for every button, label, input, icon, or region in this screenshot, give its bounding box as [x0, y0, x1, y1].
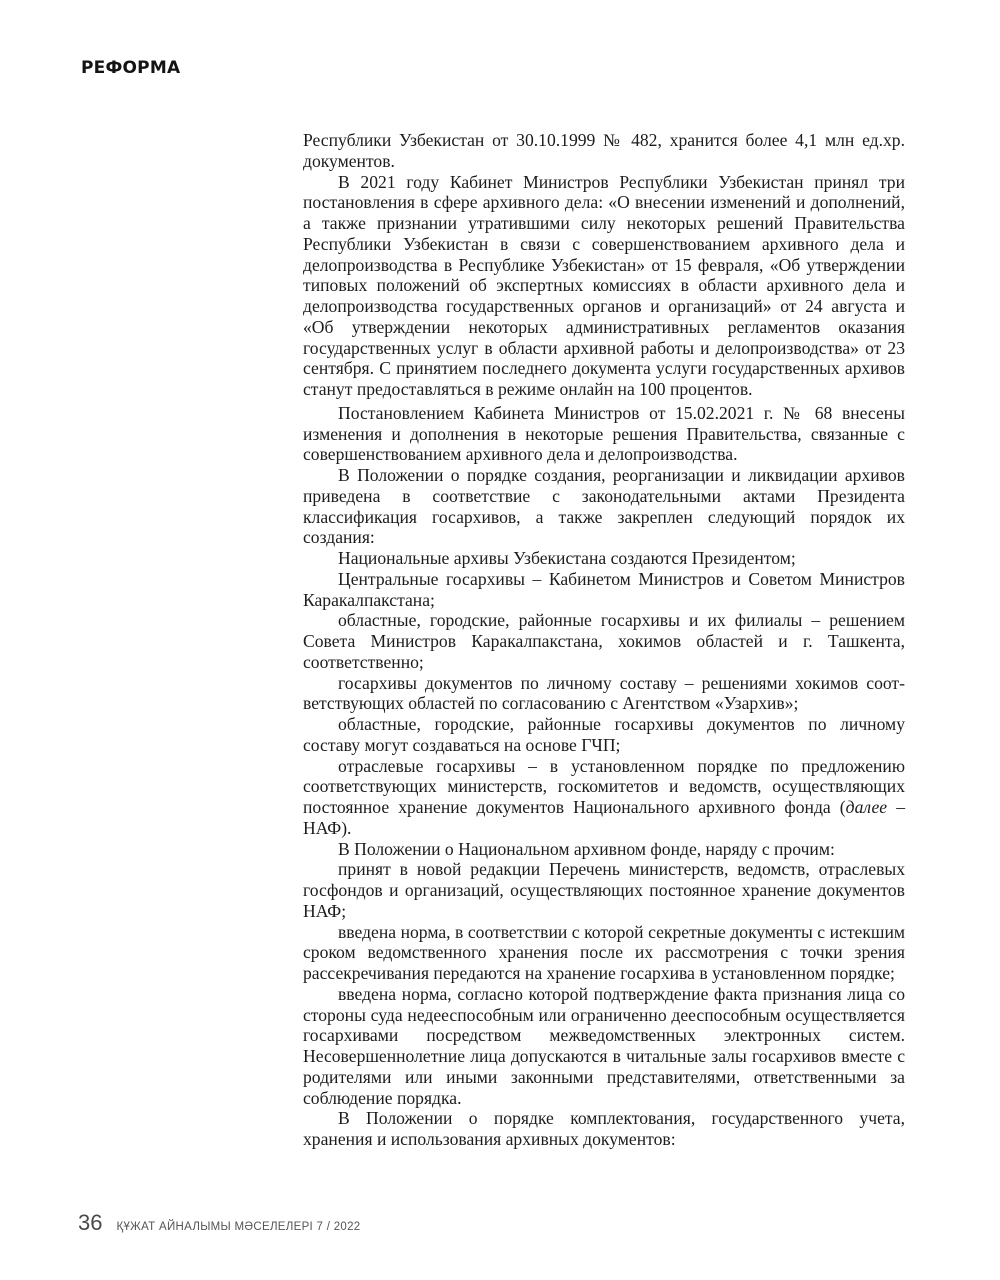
- paragraph-10-italic: далее: [845, 797, 888, 817]
- paragraph-9: областные, городские, районные госархивы документов по личному составу могут создаваться на основе ГЧП;: [303, 714, 905, 755]
- journal-name: ҚҰЖАТ АЙНАЛЫМЫ МӘСЕЛЕЛЕРІ 7 / 2022: [116, 1221, 361, 1233]
- paragraph-14: введена норма, согласно которой подтверждение факта признания лица со стороны суда недееспособным или ограниченно дееспособным осуществляется госархивами посредством межведомственных электронных систем. Несовершеннолетние лица допускаются в читальные залы госархивов вместе с родителями или иными законными представителями, ответственными за соблюдение порядка.: [303, 983, 905, 1108]
- paragraph-4: В Положении о порядке создания, реорганизации и ликвидации архивов приведена в соответствие с законодательными актами Президента классификация госархивов, а также закреплен следующий порядок их создания:: [303, 465, 905, 548]
- paragraph-10: [303, 756, 905, 839]
- section-title: РЕФОРМА: [81, 58, 181, 78]
- paragraph-10-tail: – НАФ).: [303, 797, 905, 838]
- article-body: [303, 130, 905, 1150]
- paragraph-8: госархивы документов по личному составу – решениями хокимов соответствующих областей по согласованию с Агентством «Узархив»;: [303, 672, 905, 714]
- paragraph-5: Национальные архивы Узбекистана создаются Президентом;: [338, 548, 796, 568]
- paragraph-13: введена норма, в соответствии с которой секретные документы с истекшим сроком ведомственного хранения после их рассмотрения с точки зрения рассекречивания передаются на хранение госархива в установленном порядке;: [303, 921, 905, 983]
- page-number: 36: [78, 1210, 103, 1235]
- paragraph-11: В Положении о Национальном архивном фонде, наряду с прочим:: [338, 838, 835, 859]
- paragraph-2: В 2021 году Кабинет Министров Республики Узбекистан принял три постановления в сфере архивного дела: «О внесении изменений и дополнений, а также признании утратившими силу некоторых решений Правительства Республики Узбекистан в связи с совершенствованием архивного дела и делопроизводства в Республике Узбекистан» от 15 февраля, «Об утверждении типовых положений об экспертных комиссиях в области архивного дела и делопроизводства государственных органов и организаций» от 24 августа и «Об утверждении некоторых административных регламентов оказания государственных услуг в области архивной работы и делопроизводства» от 23 сентября. С принятием последнего документа услуги государственных архивов станут предоставляться в режиме онлайн на 100 процентов.: [303, 171, 905, 399]
- paragraph-15: В Положении о порядке комплектования, государственного учета, хранения и использования архивных документов:: [303, 1108, 905, 1149]
- paragraph-7: областные, городские, районные госархивы и их филиалы – решением Совета Министров Каракалпакстана, хокимов областей и г. Ташкента, соответственно;: [303, 610, 905, 672]
- paragraph-6: Центральные госархивы – Кабинетом Министров и Советом Министров Каракалпакстана;: [303, 568, 905, 610]
- paragraph-12: принят в новой редакции Перечень министерств, ведомств, отраслевых госфондов и организаций, осуществляющих постоянное хранение документов НАФ;: [303, 859, 905, 921]
- paragraph-10-text: отраслевые госархивы – в установленном порядке по предложению соответствующих министерств, госкомитетов и ведомств, осуществляющих постоянное хранение документов Национального архивного фонда (: [303, 755, 905, 817]
- page-footer: [78, 1210, 361, 1236]
- paragraph-1: Республики Узбекистан от 30.10.1999 № 482, хранится более 4,1 млн ед.хр. документов.: [303, 130, 905, 171]
- paragraph-3: Постановлением Кабинета Министров от 15.02.2021 г. № 68 внесены изменения и дополнения в некоторые решения Правительства, связанные с совершенствованием архивного дела и делопроизводства.: [303, 402, 905, 465]
